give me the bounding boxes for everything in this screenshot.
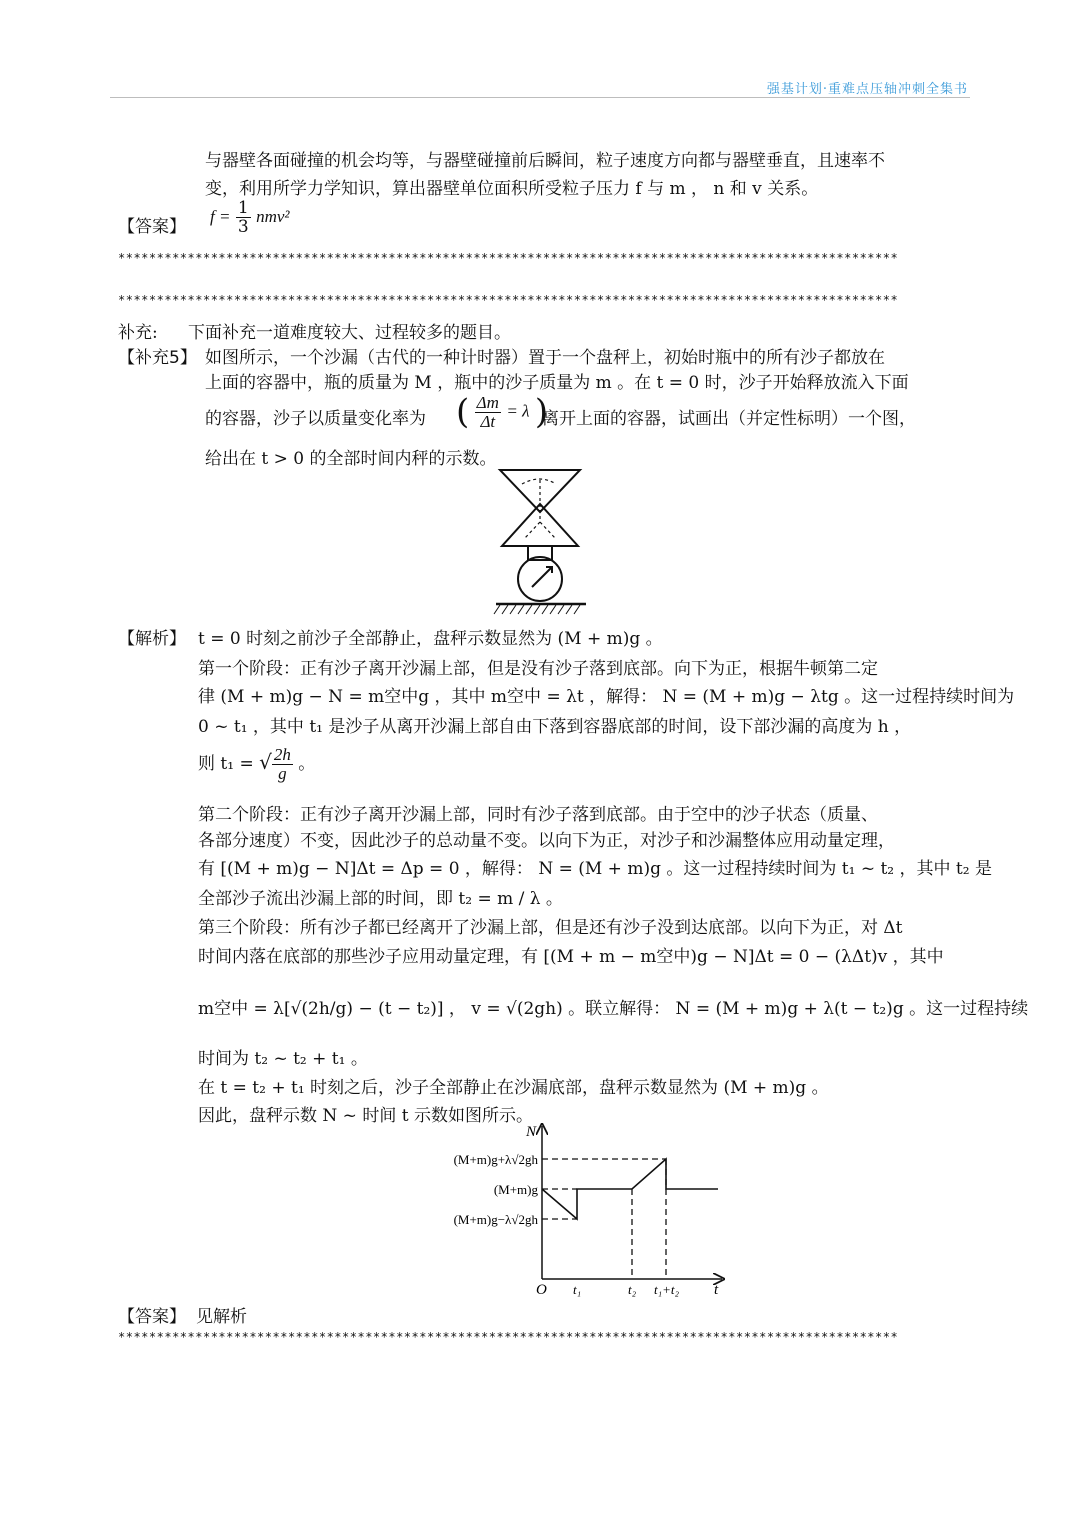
answer-num: 1 — [237, 198, 249, 218]
solution-line-1c: 0 ~ t₁ ，其中 t₁ 是沙子从离开沙漏上部自由下落到容器底部的时间，设下部沙漏的高度为 h ， — [198, 717, 912, 737]
problem-line-2: 上面的容器中，瓶的质量为 M ，瓶中的沙子质量为 m 。在 t = 0 时，沙子开始释放流入下面 — [205, 373, 909, 393]
solution-line-3b: 时间内落在底部的那些沙子应用动量定理，有 [(M + m − m空中)g − N]Δt = 0 − (λΔt)v ，其中 — [198, 947, 944, 967]
y-tick-label: (M+m)g — [493, 1182, 538, 1197]
t1-post: 。 — [298, 754, 316, 774]
t1-den: g — [278, 764, 287, 783]
solution-line-1d: 则 t₁ = √ $\frac{2h}{g}$ 。 — [198, 745, 316, 783]
supplement-intro-label: 补充: — [118, 323, 158, 343]
rate-fraction — [475, 394, 501, 431]
problem-line-3a: 的容器，沙子以质量变化率为 — [205, 409, 426, 429]
problem-line-1: 如图所示，一个沙漏（古代的一种计时器）置于一个盘秤上，初始时瓶中的所有沙子都放在 — [205, 348, 885, 368]
solution-line-0: t = 0 时刻之前沙子全部静止，盘秤示数显然为 (M + m)g 。 — [198, 629, 663, 649]
supplement-intro-text: 下面补充一道难度较大、过程较多的题目。 — [188, 323, 511, 343]
prev-line-2: 变，利用所学力学知识，算出器壁单位面积所受粒子压力 f 与 m ， n 和 v 关系。 — [205, 179, 819, 199]
answer-lhs: f = — [210, 207, 231, 226]
rate-den: Δt — [480, 411, 496, 431]
header-title: 强基计划·重难点压轴冲刺全集书 — [766, 82, 968, 97]
solution-line-3c: m空中 = λ[√(2h/g) − (t − t₂)] ， v = √(2gh) 。联立解得： N = (M + m)g + λ(t − t₂)g 。这一过程持续 — [198, 999, 1029, 1019]
n-t-chart — [420, 1122, 730, 1297]
answer-formula — [210, 199, 290, 236]
answer-label: 【答案】 — [118, 217, 186, 237]
answer-rhs: nmv² — [256, 207, 290, 226]
series-n-of-t — [542, 1159, 718, 1219]
t1-fraction — [272, 746, 293, 783]
separator-stars: ***************************************************************************************************** — [118, 1330, 899, 1344]
solution-line-3a: 第三个阶段：所有沙子都已经离开了沙漏上部，但是还有沙子没到达底部。以向下为正，对 Δt — [198, 918, 903, 938]
header-rule — [110, 97, 970, 98]
y-axis-label: N — [526, 1124, 537, 1140]
answer-fraction — [236, 199, 251, 236]
problem-label: 【补充5】 — [118, 348, 197, 368]
problem-line-4: 给出在 t > 0 的全部时间内秤的示数。 — [205, 449, 497, 469]
x-tick-label: t₁+t₂ — [654, 1282, 680, 1297]
solution-line-1a: 第一个阶段：正有沙子离开沙漏上部，但是没有沙子落到底部。向下为正，根据牛顿第二定 — [198, 659, 878, 679]
solution-line-2a: 第二个阶段：正有沙子离开沙漏上部，同时有沙子落到底部。由于空中的沙子状态（质量、 — [198, 805, 878, 825]
solution-label: 【解析】 — [118, 629, 186, 649]
separator-stars: ***************************************************************************************************** — [118, 293, 899, 307]
x-tick-label: t₂ — [628, 1282, 637, 1297]
solution-line-4: 在 t = t₂ + t₁ 时刻之后，沙子全部静止在沙漏底部，盘秤示数显然为 (M + m)g 。 — [198, 1078, 829, 1098]
origin-label: O — [536, 1282, 547, 1297]
x-tick-label: t₁ — [573, 1282, 582, 1297]
final-answer-label: 【答案】 — [118, 1307, 186, 1327]
x-axis-label: t — [714, 1282, 719, 1297]
problem-line-3b: 离开上面的容器，试画出（并定性标明）一个图， — [542, 409, 916, 429]
solution-line-2c: 有 [(M + m)g − N]Δt = Δp = 0 ，解得： N = (M + m)g 。这一过程持续时间为 t₁ ~ t₂ ，其中 t₂ 是 — [198, 859, 992, 879]
prev-line-1: 与器壁各面碰撞的机会均等，与器壁碰撞前后瞬间，粒子速度方向都与器壁垂直，且速率不 — [205, 151, 885, 171]
solution-line-2b: 各部分速度）不变，因此沙子的总动量不变。以向下为正，对沙子和沙漏整体应用动量定理， — [198, 831, 895, 851]
rate-formula: ( $\frac{\Delta m}{\Delta t}$ = λ ) — [456, 392, 549, 432]
separator-stars: ***************************************************************************************************** — [118, 251, 899, 265]
solution-line-3d: 时间为 t₂ ~ t₂ + t₁ 。 — [198, 1049, 368, 1069]
t1-num: 2h — [273, 745, 291, 764]
scale-needle — [532, 567, 552, 587]
solution-line-5: 因此，盘秤示数 N ~ 时间 t 示数如图所示。 — [198, 1106, 533, 1126]
solution-line-2d: 全部沙子流出沙漏上部的时间，即 t₂ = m / λ 。 — [198, 889, 563, 909]
y-tick-label: (M+m)g−λ√2gh — [453, 1212, 538, 1227]
rate-num: Δm — [476, 392, 499, 412]
solution-line-1b: 律 (M + m)g − N = m空中g ，其中 m空中 = λt ，解得： N = (M + m)g − λtg 。这一过程持续时间为 — [198, 687, 1015, 707]
answer-den: 3 — [237, 217, 249, 237]
hourglass-scale-figure — [492, 466, 590, 618]
final-answer-text: 见解析 — [196, 1307, 247, 1327]
t1-lhs: 则 t₁ = — [198, 754, 254, 774]
y-tick-label: (M+m)g+λ√2gh — [453, 1152, 538, 1167]
rate-eq: = λ — [506, 401, 530, 421]
